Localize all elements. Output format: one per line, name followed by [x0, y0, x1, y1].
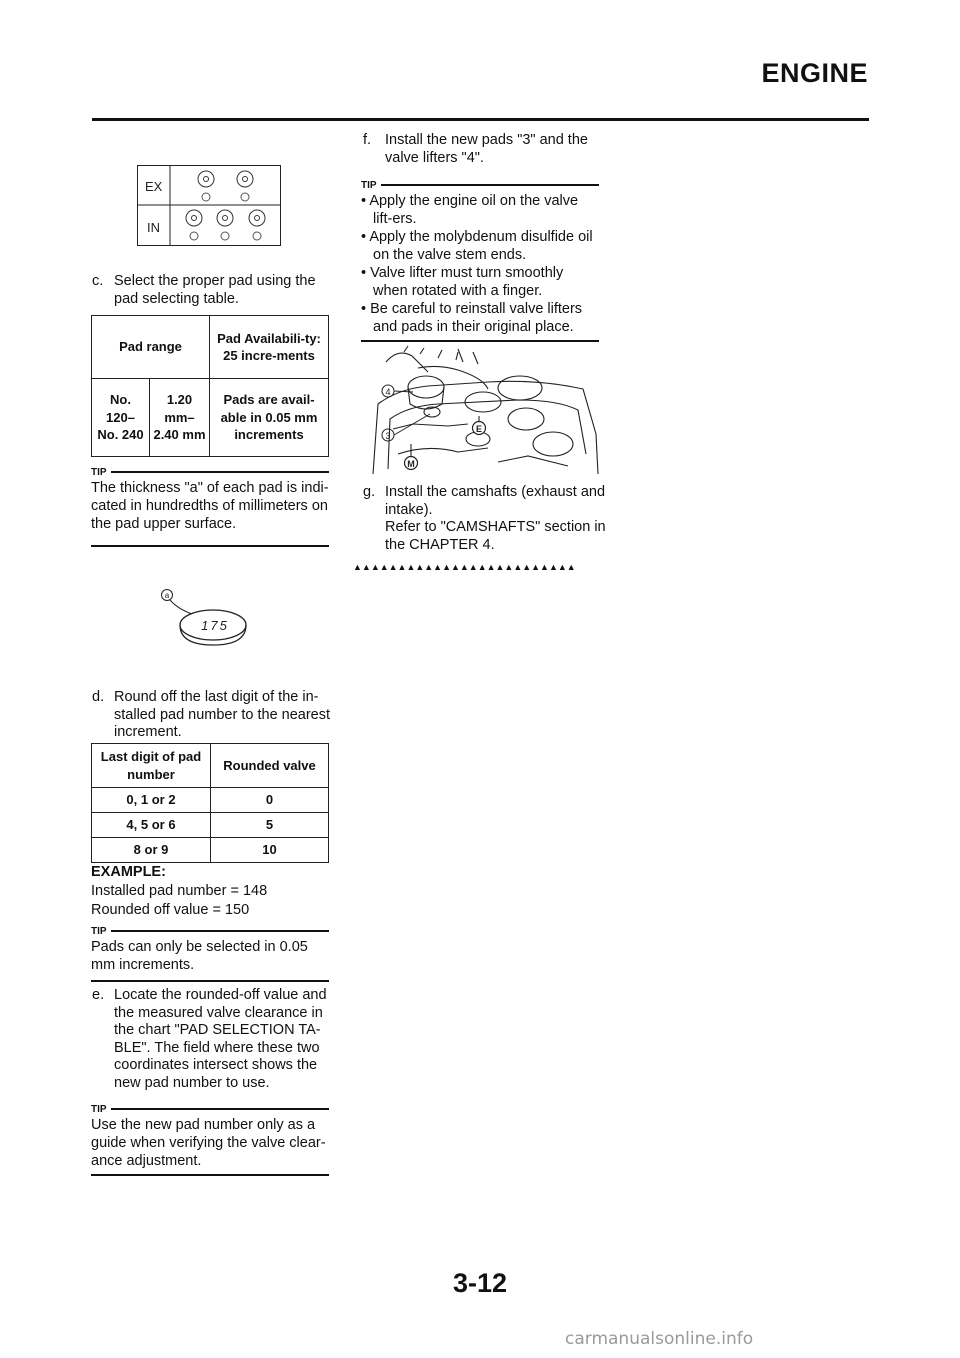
step-f: [363, 132, 608, 167]
tip-bullet-3: • Valve lifter must turn smoothly when rotated with a finger.: [361, 265, 564, 299]
ex-label: EX: [145, 179, 163, 194]
tip-label: TIP: [91, 466, 107, 478]
tip-bullet-1: • Apply the engine oil on the valve lift-ers.: [361, 193, 579, 227]
example-line-2: Rounded off value = 150: [91, 902, 250, 918]
step-f-text: Install the new pads "3" and the valve lifters "4".: [385, 132, 588, 166]
pad-callout-a: a: [164, 591, 170, 600]
tip-bullet-2: • Apply the molybdenum disulfide oil on the valve stem ends.: [361, 229, 593, 263]
section-end-marks: ▲▲▲▲▲▲▲▲▲▲▲▲▲▲▲▲▲▲▲▲▲▲▲▲▲: [353, 562, 576, 572]
pad-range-table: [91, 315, 329, 457]
round-table-row-2-digit: 4, 5 or 6: [92, 813, 211, 838]
round-table-header-digit: Last digit of pad number: [92, 744, 211, 788]
step-e-text: Locate the rounded-off value and the measured valve clearance in the chart "PAD SELECTION TA-BLE". The field where these two coordinates intersect shows the new pad number to use.: [114, 987, 327, 1091]
step-f-label: f.: [363, 132, 372, 148]
step-c-text: Select the proper pad using the pad selecting table.: [114, 273, 316, 307]
engine-head-illustration: [368, 344, 600, 477]
engine-oil-mark: E: [475, 424, 483, 434]
tip-label: TIP: [91, 925, 107, 937]
step-c: [92, 273, 337, 308]
step-c-label: c.: [92, 273, 104, 289]
tip-label: TIP: [361, 179, 377, 191]
pad-table-increments: Pads are avail-able in 0.05 mm increments: [210, 379, 329, 457]
example-block: [91, 863, 331, 920]
pad-table-header-range: Pad range: [92, 316, 210, 379]
round-table-row-1-value: 0: [211, 788, 329, 813]
tip-guide: [91, 1103, 329, 1176]
tip-pad-thickness: [91, 466, 329, 547]
tip-pad-increments: [91, 925, 329, 982]
step-d-text: Round off the last digit of the in-stalled pad number to the nearest increment.: [114, 689, 331, 740]
pad-table-range-mm: 1.20 mm– 2.40 mm: [150, 379, 210, 457]
step-d-label: d.: [92, 689, 105, 705]
tip-text: The thickness "a" of each pad is indi-cated in hundredths of millimeters on the pad upper surface.: [91, 480, 329, 532]
example-line-1: Installed pad number = 148: [91, 883, 268, 899]
step-g-label: g.: [363, 484, 376, 500]
pad-table-header-availability: Pad Availabili-ty: 25 incre-ments: [210, 316, 329, 379]
header-rule: [92, 118, 869, 121]
pad-number-figure: [158, 587, 250, 658]
callout-4: 4: [385, 387, 391, 397]
round-table-row-3-value: 10: [211, 838, 329, 863]
round-table-row-2-value: 5: [211, 813, 329, 838]
page-number: 3-12: [452, 1268, 508, 1298]
pad-number-text: 175: [201, 618, 229, 633]
tip-label: TIP: [91, 1103, 107, 1115]
in-label: IN: [147, 220, 160, 235]
rounding-table: [91, 743, 329, 863]
tip-text: Pads can only be selected in 0.05 mm increments.: [91, 939, 308, 973]
callout-3: 3: [385, 431, 391, 441]
round-table-header-rounded: Rounded valve: [211, 744, 329, 788]
round-table-row-1-digit: 0, 1 or 2: [92, 788, 211, 813]
page-header-title: ENGINE: [761, 58, 868, 88]
pad-table-range-number: No. 120– No. 240: [92, 379, 150, 457]
step-e: [92, 987, 337, 1092]
valve-layout-diagram: [137, 165, 281, 247]
pad-diagram: [158, 587, 250, 653]
valve-lifter-installation-figure: [368, 344, 600, 482]
example-title: EXAMPLE:: [91, 864, 166, 880]
round-table-row-3-digit: 8 or 9: [92, 838, 211, 863]
tip-text: Use the new pad number only as a guide when verifying the valve clear-ance adjustment.: [91, 1117, 326, 1169]
molybdenum-oil-mark: M: [407, 459, 415, 469]
step-g-line-1: Install the camshafts (exhaust and intake).: [385, 484, 606, 518]
tip-bullet-4: • Be careful to reinstall valve lifters and pads in their original place.: [361, 301, 583, 335]
watermark: carmanualsonline.info: [565, 1329, 754, 1349]
step-e-label: e.: [92, 987, 105, 1003]
ex-in-valve-figure: [137, 165, 281, 252]
step-d: [92, 689, 337, 742]
step-g-line-2: Refer to "CAMSHAFTS" section in the CHAPTER 4.: [385, 519, 606, 553]
tip-valve-lifters: [361, 179, 599, 342]
step-g: [363, 484, 608, 554]
